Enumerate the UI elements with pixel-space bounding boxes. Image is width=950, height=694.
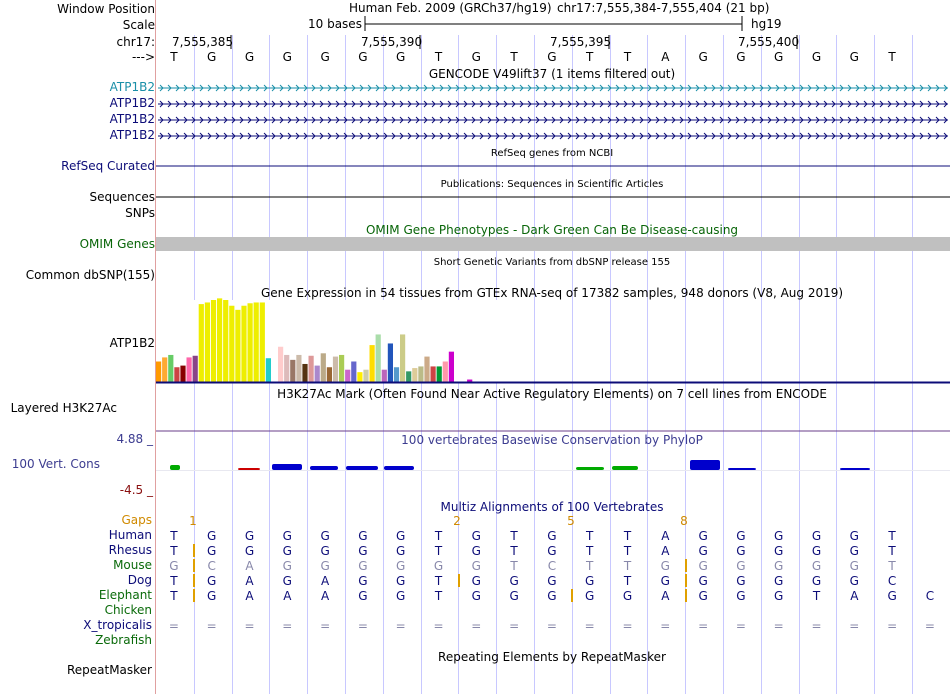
label-chicken[interactable]: Chicken [104, 603, 152, 617]
gtex-bar[interactable] [345, 370, 350, 382]
coord-3: 7,555,395 [550, 35, 612, 49]
alignment-base: G [736, 529, 746, 543]
gtex-bar[interactable] [302, 364, 307, 382]
insertion-marker [193, 589, 195, 602]
gap-count: 8 [680, 514, 688, 528]
gtex-bar[interactable] [199, 304, 204, 382]
alignment-base: G [282, 529, 292, 543]
alignment-base: G [396, 574, 406, 588]
alignment-base: = [698, 619, 709, 633]
reference-base: T [586, 50, 594, 64]
gtex-bar[interactable] [229, 306, 234, 382]
label-sequences[interactable]: Sequences [89, 190, 155, 204]
gtex-bar[interactable] [272, 378, 277, 382]
alignment-base: G [736, 574, 746, 588]
gtex-track-title: Gene Expression in 54 tissues from GTEx RNA-seq of 17382 samples, 948 donors (V8, Aug 2019) [260, 286, 844, 300]
phylop-glyph [238, 468, 260, 470]
label-gencode-4[interactable]: ATP1B2 [109, 128, 155, 142]
alignment-base: G [698, 544, 708, 558]
alignment-base: G [509, 589, 519, 603]
repeatmasker-track-title: Repeating Elements by RepeatMasker [438, 650, 666, 664]
gtex-bar[interactable] [248, 303, 253, 382]
phylop-glyph [346, 466, 378, 470]
gtex-bar[interactable] [455, 355, 460, 382]
reference-base: G [396, 50, 406, 64]
alignment-base: = [584, 619, 595, 633]
label-chrom: chr17: [116, 35, 155, 49]
alignment-base: = [471, 619, 482, 633]
alignment-base: G [358, 559, 368, 573]
phylop-glyph [170, 465, 180, 470]
alignment-base: G [811, 574, 822, 588]
reference-base: G [244, 50, 255, 64]
alignment-base: T [170, 589, 178, 603]
gtex-bar[interactable] [376, 334, 381, 382]
alignment-base: = [622, 619, 633, 633]
alignment-base: T [434, 574, 443, 588]
dbsnp-track-title: Short Genetic Variants from dbSNP release 155 [433, 257, 671, 268]
alignment-base: G [811, 529, 822, 543]
gtex-bar[interactable] [333, 357, 338, 382]
label-phylop-min: -4.5 _ [119, 483, 153, 497]
alignment-base: = [357, 619, 368, 633]
alignment-base: T [623, 544, 632, 558]
publications-track-title: Publications: Sequences in Scientific Articles [440, 179, 664, 190]
insertion-marker [193, 544, 195, 557]
gtex-bar[interactable] [370, 345, 375, 382]
gtex-bar[interactable] [449, 352, 454, 382]
position-title: chr17:7,555,384-7,555,404 (21 bp) [557, 1, 770, 15]
omim-track-title: OMIM Gene Phenotypes - Dark Green Can Be Disease-causing [365, 223, 739, 237]
phylop-glyph [840, 468, 870, 470]
gtex-bar[interactable] [327, 367, 332, 382]
insertion-marker [685, 559, 687, 572]
alignment-base: G [585, 589, 595, 603]
gencode-track-title: GENCODE V49lift37 (1 items filtered out) [428, 67, 676, 81]
alignment-base: G [471, 559, 481, 573]
alignment-base: G [811, 544, 822, 558]
alignment-base: G [660, 574, 670, 588]
alignment-base: = [887, 619, 898, 633]
alignment-base: G [396, 529, 406, 543]
alignment-base: T [170, 544, 178, 558]
alignment-base: = [849, 619, 860, 633]
gtex-bar[interactable] [400, 334, 405, 382]
alignment-base: G [811, 559, 822, 573]
gtex-bar[interactable] [223, 300, 228, 382]
scale-text: 10 bases [308, 17, 362, 31]
alignment-base: T [586, 544, 594, 558]
gtex-bar[interactable] [193, 356, 198, 382]
scale-db: hg19 [751, 17, 782, 31]
alignment-base: = [773, 619, 784, 633]
alignment-base: G [698, 589, 708, 603]
label-snps[interactable]: SNPs [125, 206, 155, 220]
alignment-base: A [320, 589, 330, 603]
gtex-bar[interactable] [205, 302, 210, 382]
alignment-base: G [547, 589, 557, 603]
insertion-marker [193, 574, 195, 587]
gtex-bar[interactable] [211, 300, 216, 382]
reference-base: G [698, 50, 708, 64]
alignment-base: G [698, 559, 708, 573]
reference-base: T [434, 50, 443, 64]
label-strand: ---> [131, 50, 155, 64]
label-xtropicalis[interactable]: X_tropicalis [83, 618, 152, 632]
gtex-bar[interactable] [174, 367, 179, 382]
alignment-base: G [396, 559, 406, 573]
gtex-bar[interactable] [443, 362, 448, 383]
alignment-base: A [320, 574, 330, 588]
reference-base: G [358, 50, 368, 64]
gtex-bar[interactable] [315, 366, 320, 382]
gtex-bar[interactable] [278, 347, 283, 382]
label-gencode-1[interactable]: ATP1B2 [109, 80, 155, 94]
label-zebrafish[interactable]: Zebrafish [95, 633, 152, 647]
alignment-base: G [320, 529, 330, 543]
gtex-bar[interactable] [418, 366, 423, 382]
alignment-base: G [849, 559, 859, 573]
alignment-base: A [661, 589, 670, 603]
gtex-bar[interactable] [290, 360, 295, 382]
label-human[interactable]: Human [108, 528, 152, 542]
alignment-base: = [660, 619, 671, 633]
phylop-track-title: 100 vertebrates Basewise Conservation by PhyloP [401, 433, 703, 447]
gap-count: 1 [189, 514, 197, 528]
reference-base: T [623, 50, 632, 64]
alignment-base: = [206, 619, 217, 633]
alignment-base: G [358, 574, 368, 588]
label-repeatmasker[interactable]: RepeatMasker [66, 663, 152, 677]
alignment-base: T [623, 529, 632, 543]
reference-base: T [888, 50, 896, 64]
phylop-logo-track[interactable] [156, 460, 950, 471]
gtex-bar[interactable] [309, 356, 314, 382]
alignment-base: G [660, 559, 670, 573]
gtex-bar[interactable] [284, 355, 289, 382]
alignment-base: G [547, 544, 557, 558]
alignment-base: T [434, 589, 443, 603]
alignment-base: G [849, 574, 859, 588]
phylop-glyph [576, 467, 604, 470]
alignment-base: = [320, 619, 331, 633]
coord-2: 7,555,390 [361, 35, 423, 49]
alignment-base: G [207, 589, 217, 603]
alignment-base: C [547, 559, 557, 573]
alignment-base: G [471, 544, 481, 558]
alignment-base: A [245, 574, 254, 588]
alignment-base: T [623, 574, 632, 588]
alignment-base: T [888, 559, 896, 573]
refseq-track-title: RefSeq genes from NCBI [490, 148, 614, 159]
label-scale: Scale [122, 18, 155, 32]
insertion-marker [685, 589, 687, 602]
alignment-base: A [850, 589, 859, 603]
gtex-bar[interactable] [339, 355, 344, 382]
label-phylop-max: 4.88 _ [116, 432, 153, 446]
alignment-base: T [170, 529, 178, 543]
alignment-base: A [283, 589, 292, 603]
alignment-base: = [924, 619, 935, 633]
gtex-bar[interactable] [388, 343, 393, 382]
alignment-base: T [510, 529, 518, 543]
alignment-base: T [623, 559, 632, 573]
alignment-base: G [698, 574, 708, 588]
reference-base: G [811, 50, 822, 64]
alignment-base: G [358, 589, 368, 603]
reference-base: G [774, 50, 784, 64]
alignment-base: G [471, 574, 481, 588]
label-window-position: Window Position [57, 2, 155, 16]
gtex-bar[interactable] [461, 360, 466, 382]
gtex-bar[interactable] [382, 370, 387, 382]
reference-base: G [471, 50, 481, 64]
label-gaps: Gaps [121, 513, 152, 527]
label-gencode-2[interactable]: ATP1B2 [109, 96, 155, 110]
alignment-base: G [433, 559, 444, 573]
phylop-glyph [612, 466, 638, 470]
multiz-track-title: Multiz Alignments of 100 Vertebrates [440, 500, 664, 514]
alignment-base: = [811, 619, 822, 633]
insertion-marker [193, 559, 195, 572]
alignment-base: T [170, 574, 178, 588]
reference-base: A [661, 50, 670, 64]
reference-base: G [849, 50, 859, 64]
phylop-glyph [728, 468, 756, 470]
label-phylop[interactable]: 100 Vert. Cons [11, 457, 100, 471]
alignment-base: G [774, 589, 784, 603]
alignment-base: G [244, 544, 255, 558]
reference-base: G [736, 50, 746, 64]
alignment-base: G [396, 544, 406, 558]
label-common-dbsnp[interactable]: Common dbSNP(155) [25, 268, 155, 282]
alignment-base: G [207, 529, 217, 543]
gtex-bar[interactable] [394, 367, 399, 382]
alignment-base: G [358, 544, 368, 558]
coord-1: 7,555,385 [172, 35, 234, 49]
insertion-marker [685, 574, 687, 587]
alignment-base: T [510, 559, 518, 573]
alignment-base: G [282, 559, 292, 573]
gtex-bar[interactable] [321, 353, 326, 382]
alignment-base: = [509, 619, 520, 633]
alignment-base: G [774, 529, 784, 543]
alignment-base: G [547, 529, 557, 543]
phylop-glyph [384, 466, 414, 470]
alignment-base: G [774, 559, 784, 573]
assembly-title: Human Feb. 2009 (GRCh37/hg19) [349, 1, 552, 15]
alignment-base: C [887, 574, 897, 588]
alignment-base: G [282, 544, 292, 558]
alignment-base: G [736, 544, 746, 558]
coord-4: 7,555,400 [738, 35, 800, 49]
reference-base: T [170, 50, 178, 64]
alignment-base: = [244, 619, 255, 633]
alignment-base: G [509, 574, 519, 588]
alignment-base: = [735, 619, 746, 633]
alignment-base: T [586, 559, 594, 573]
alignment-base: = [395, 619, 406, 633]
alignment-base: G [471, 529, 481, 543]
alignment-base: G [358, 529, 368, 543]
alignment-base: = [546, 619, 557, 633]
alignment-base: G [396, 589, 406, 603]
alignment-base: G [774, 574, 784, 588]
alignment-base: T [888, 544, 896, 558]
alignment-base: G [849, 529, 859, 543]
alignment-base: T [888, 529, 896, 543]
reference-base: G [547, 50, 557, 64]
gtex-bar[interactable] [412, 368, 417, 382]
omim-gene-bar[interactable] [156, 237, 950, 251]
gap-count: 2 [453, 514, 461, 528]
alignment-base: G [320, 559, 330, 573]
alignment-base: G [887, 589, 897, 603]
reference-bases [169, 50, 896, 64]
gtex-bar[interactable] [363, 370, 368, 382]
alignment-base: T [510, 544, 518, 558]
label-elephant[interactable]: Elephant [98, 588, 152, 602]
gtex-bar[interactable] [217, 298, 222, 382]
alignment-base: G [282, 574, 292, 588]
gencode-track[interactable] [158, 85, 948, 139]
alignment-base: T [812, 589, 821, 603]
alignment-base: G [471, 589, 481, 603]
alignment-base: A [245, 559, 254, 573]
multiz-alignment[interactable] [169, 514, 935, 633]
phylop-glyph [690, 460, 720, 470]
phylop-glyph [272, 464, 302, 470]
gtex-bar[interactable] [357, 372, 362, 382]
label-mouse[interactable]: Mouse [113, 558, 152, 572]
label-dog[interactable]: Dog [127, 573, 152, 587]
alignment-base: G [585, 574, 595, 588]
gtex-bar[interactable] [187, 357, 192, 382]
label-omim-genes[interactable]: OMIM Genes [79, 237, 155, 251]
gtex-bar[interactable] [156, 362, 161, 383]
gtex-bar[interactable] [241, 306, 246, 382]
alignment-base: G [207, 544, 217, 558]
reference-base: G [207, 50, 217, 64]
insertion-marker [458, 574, 460, 587]
alignment-base: T [434, 529, 443, 543]
insertion-marker [571, 589, 573, 602]
gtex-bar[interactable] [180, 366, 185, 382]
h3k27ac-track-title: H3K27Ac Mark (Often Found Near Active Regulatory Elements) on 7 cell lines from ENCODE [277, 387, 827, 401]
gtex-bar[interactable] [431, 366, 436, 382]
alignment-base: G [169, 559, 179, 573]
gtex-bar[interactable] [424, 357, 429, 382]
label-gencode-3[interactable]: ATP1B2 [109, 112, 155, 126]
alignment-base: T [586, 529, 594, 543]
label-refseq-curated[interactable]: RefSeq Curated [61, 159, 155, 173]
label-layered-h3k27ac[interactable]: Layered H3K27Ac [10, 401, 117, 415]
alignment-base: G [207, 574, 217, 588]
reference-base: T [510, 50, 518, 64]
gtex-bar[interactable] [235, 310, 240, 382]
alignment-base: G [244, 529, 255, 543]
alignment-base: G [774, 544, 784, 558]
label-rhesus[interactable]: Rhesus [108, 543, 152, 557]
gtex-bar[interactable] [162, 357, 167, 382]
alignment-base: = [282, 619, 293, 633]
alignment-base: G [849, 544, 859, 558]
alignment-base: A [661, 544, 670, 558]
alignment-base: G [622, 589, 633, 603]
gtex-bar[interactable] [266, 358, 271, 382]
alignment-base: = [168, 619, 179, 633]
alignment-base: T [434, 544, 443, 558]
alignment-base: G [698, 529, 708, 543]
gtex-bar[interactable] [406, 371, 411, 382]
label-gtex-gene[interactable]: ATP1B2 [109, 336, 155, 350]
alignment-base: A [661, 529, 670, 543]
alignment-base: C [207, 559, 216, 573]
gtex-bar[interactable] [254, 302, 259, 382]
phylop-glyph [310, 466, 338, 470]
alignment-base: C [925, 589, 935, 603]
alignment-base: = [433, 619, 444, 633]
gtex-bar[interactable] [351, 362, 356, 383]
gtex-bar[interactable] [296, 355, 301, 382]
gap-count: 5 [567, 514, 575, 528]
reference-base: G [320, 50, 330, 64]
alignment-base: G [547, 574, 557, 588]
gtex-bar[interactable] [260, 302, 265, 382]
gtex-bar[interactable] [437, 366, 442, 382]
alignment-base: G [736, 589, 746, 603]
gtex-bar[interactable] [168, 355, 173, 382]
alignment-base: A [245, 589, 254, 603]
alignment-base: G [736, 559, 746, 573]
alignment-base: G [320, 544, 330, 558]
reference-base: G [282, 50, 292, 64]
